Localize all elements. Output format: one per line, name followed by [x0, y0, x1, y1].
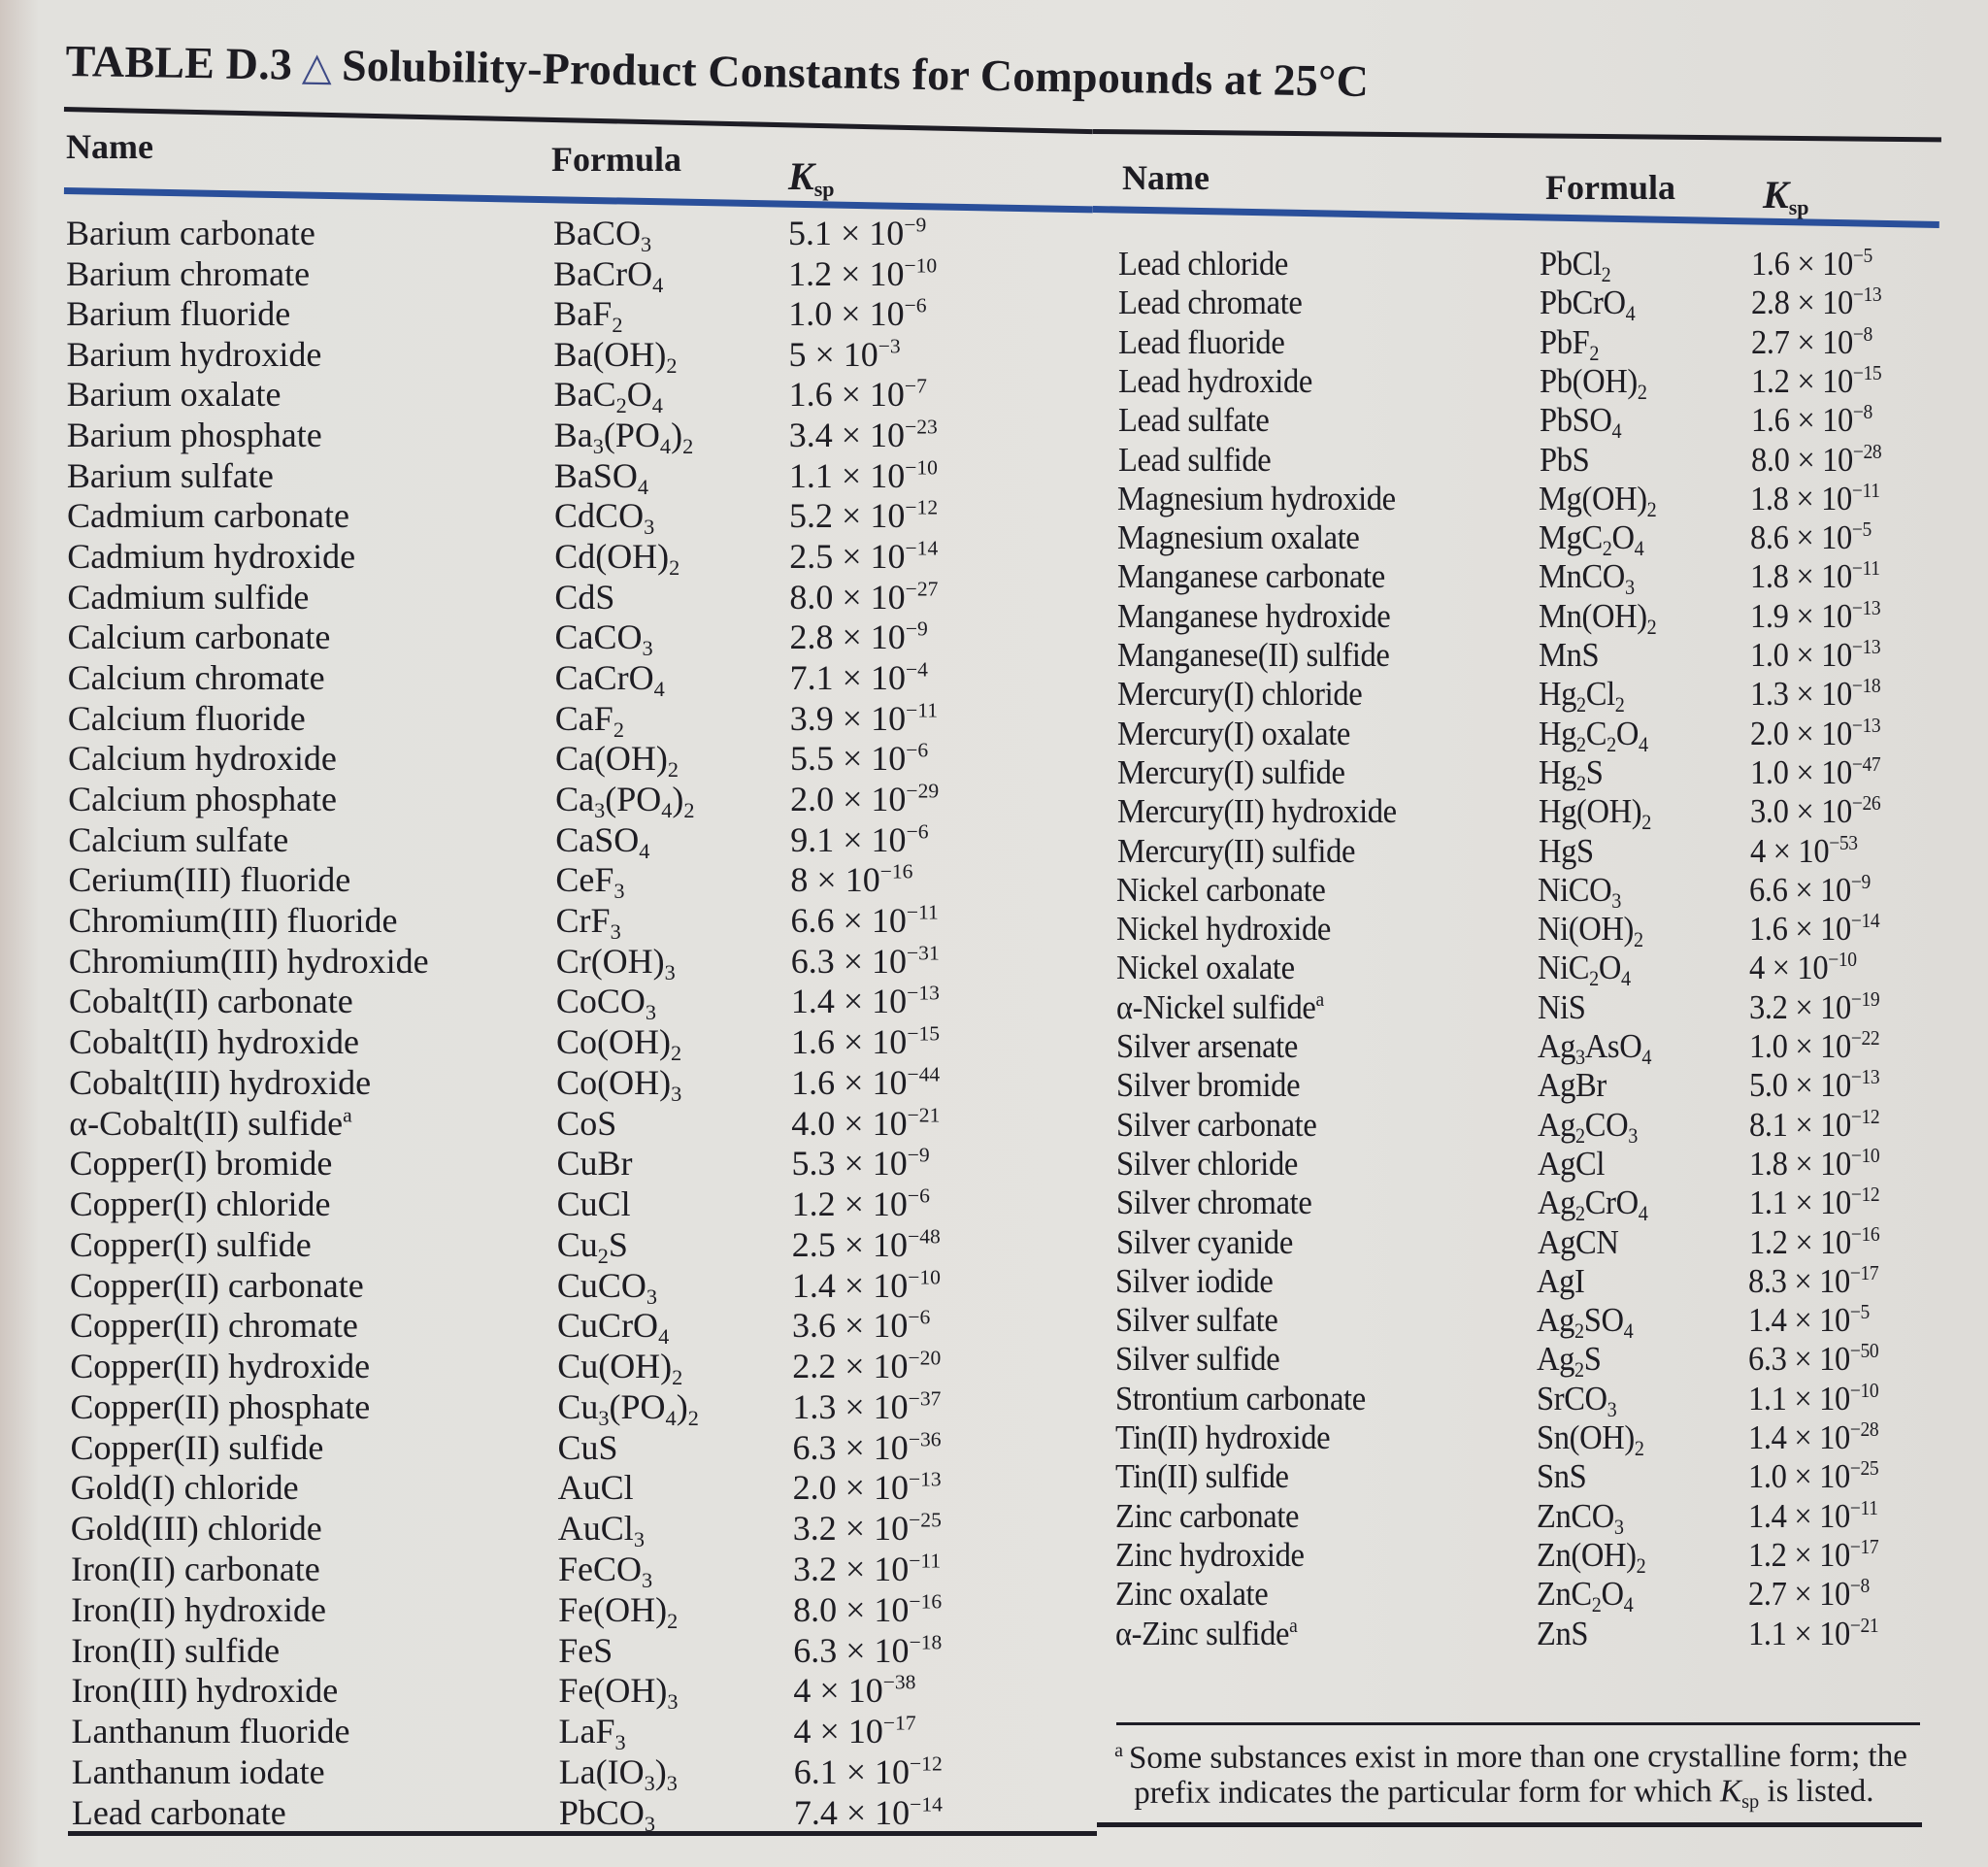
ksp-value: $8.0 \times 10^{-27}$ [789, 577, 939, 617]
compound-formula: CrF$_3$ [555, 901, 621, 945]
compound-name: Silver cyanide [1115, 1222, 1293, 1261]
compound-formula: $Cu_2S$ [556, 1224, 628, 1269]
compound-name: Barium carbonate [66, 214, 315, 252]
compound-formula: CoCO$_3$ [555, 982, 657, 1025]
compound-name: Iron(II) hydroxide [71, 1589, 326, 1629]
compound-formula: PbCl$_2$ [1540, 245, 1611, 286]
compound-formula: PbS [1539, 440, 1589, 479]
ksp-value: $8.0 \times 10^{-28}$ [1750, 439, 1881, 479]
compound-formula: CuS [557, 1427, 618, 1467]
ksp-value: $1.1 \times 10^{-21}$ [1747, 1613, 1878, 1652]
ksp-value: $3.2 \times 10^{-11}$ [792, 1549, 942, 1589]
ksp-value: $8.3 \times 10^{-17}$ [1748, 1260, 1879, 1300]
ksp-value: $1.4 \times 10^{-5}$ [1748, 1300, 1871, 1340]
compound-formula: CaCrO$_4$ [554, 657, 665, 702]
footnote-line-2: prefix indicates the particular form for which $K_{sp}$ is listed. [1134, 1773, 1874, 1813]
ksp-value: $1.0 \times 10^{-47}$ [1749, 751, 1881, 791]
compound-formula: LaF$_3$ [558, 1712, 626, 1755]
ksp-value: $1.1 \times 10^{-10}$ [788, 455, 938, 495]
compound-formula: $Ba(OH)_2$ [553, 334, 678, 378]
header-name: Name [66, 127, 153, 166]
ksp-value: $6.3 \times 10^{-50}$ [1748, 1339, 1879, 1379]
compound-name: Manganese(II) sulfide [1117, 636, 1390, 674]
compound-formula: $Hg_2Cl_2$ [1538, 675, 1625, 717]
compound-name: α-Nickel sulfide$^a$ [1116, 986, 1324, 1026]
ksp-value: $3.2 \times 10^{-19}$ [1749, 986, 1880, 1026]
compound-name: Tin(II) hydroxide [1115, 1418, 1331, 1456]
ksp-value: $8.0 \times 10^{-16}$ [793, 1589, 943, 1629]
ksp-value: $2.5 \times 10^{-14}$ [789, 536, 939, 576]
compound-formula: ZnCO$_3$ [1536, 1496, 1624, 1539]
compound-name: Silver sulfide [1115, 1340, 1280, 1379]
compound-name: Copper(II) sulfide [70, 1427, 324, 1467]
compound-formula: $Ba_3(PO_4)_2$ [553, 416, 694, 459]
compound-formula: MnS [1539, 636, 1600, 674]
compound-name: Gold(III) chloride [70, 1509, 322, 1549]
compound-formula: $Hg(OH)_2$ [1538, 792, 1651, 835]
compound-formula: $Ag_2SO_4$ [1537, 1301, 1634, 1344]
compound-name: Strontium carbonate [1115, 1379, 1366, 1417]
ksp-value: $2.5 \times 10^{-48}$ [791, 1224, 941, 1264]
ksp-value: $1.6 \times 10^{-15}$ [791, 1021, 941, 1062]
compound-name: Zinc oxalate [1114, 1575, 1268, 1614]
compound-name: Calcium carbonate [67, 617, 331, 657]
ksp-value: $3.6 \times 10^{-6}$ [792, 1305, 931, 1346]
compound-formula: FeCO$_3$ [557, 1550, 653, 1593]
compound-formula: PbSO$_4$ [1539, 401, 1621, 444]
compound-formula: $Ag_2S$ [1537, 1340, 1602, 1383]
compound-formula: $Pb(OH)_2$ [1539, 361, 1647, 404]
compound-name: Mercury(I) sulfide [1116, 752, 1345, 791]
ksp-value: $7.4 \times 10^{-14}$ [793, 1792, 943, 1832]
compound-formula: $Ca_3(PO_4)_2$ [555, 779, 695, 823]
ksp-value: $3.0 \times 10^{-26}$ [1749, 791, 1880, 831]
ksp-value: $2.8 \times 10^{-13}$ [1750, 283, 1882, 322]
compound-formula: $NiC_2O_4$ [1538, 949, 1631, 991]
ksp-value: $1.4 \times 10^{-28}$ [1748, 1417, 1879, 1456]
ksp-value: $1.2 \times 10^{-6}$ [791, 1184, 930, 1224]
compound-name: Mercury(II) sulfide [1116, 831, 1355, 870]
compound-name: Tin(II) sulfide [1114, 1457, 1289, 1496]
compound-name: Nickel oxalate [1116, 949, 1295, 987]
compound-formula: PbCO$_3$ [558, 1792, 656, 1837]
compound-name: Barium fluoride [66, 294, 291, 334]
compound-formula: FeS [558, 1630, 613, 1670]
compound-name: α-Zinc sulfide$^a$ [1114, 1613, 1297, 1652]
ksp-value: $1.9 \times 10^{-13}$ [1750, 595, 1881, 635]
ksp-value: $1.8 \times 10^{-11}$ [1750, 556, 1880, 596]
ksp-value: $1.4 \times 10^{-11}$ [1747, 1495, 1878, 1535]
ksp-value: $1.3 \times 10^{-18}$ [1749, 674, 1881, 714]
compound-name: Copper(II) carbonate [69, 1265, 364, 1305]
ksp-value: $2.0 \times 10^{-29}$ [790, 779, 940, 818]
compound-formula: $Ag_2CrO_4$ [1537, 1184, 1648, 1226]
ksp-value: $8.1 \times 10^{-12}$ [1748, 1104, 1880, 1144]
compound-formula: $Cu(OH)_2$ [557, 1347, 683, 1390]
compound-name: Cadmium carbonate [67, 496, 349, 536]
compound-name: Lanthanum iodate [71, 1752, 325, 1792]
compound-name: Barium sulfate [66, 455, 274, 495]
ksp-value: $7.1 \times 10^{-4}$ [789, 657, 928, 697]
compound-formula: CaF$_2$ [554, 698, 624, 742]
compound-name: Lead fluoride [1117, 322, 1285, 361]
ksp-value: $2.7 \times 10^{-8}$ [1750, 321, 1872, 361]
compound-formula: BaCO$_3$ [553, 214, 652, 257]
compound-formula: $Mg(OH)_2$ [1539, 479, 1657, 521]
compound-formula: CdCO$_3$ [554, 496, 655, 540]
ksp-value: $8 \times 10^{-16}$ [790, 859, 913, 900]
compound-formula: AgCl [1537, 1144, 1605, 1183]
compound-name: Gold(I) chloride [70, 1468, 299, 1508]
compound-name: Zinc carbonate [1114, 1496, 1299, 1535]
compound-name: Silver bromide [1115, 1066, 1301, 1105]
ksp-value: $4.0 \times 10^{-21}$ [791, 1103, 941, 1143]
compound-name: Copper(I) chloride [69, 1184, 331, 1224]
ksp-value: $3.4 \times 10^{-23}$ [788, 415, 938, 455]
compound-formula: $La(IO_3)_3$ [558, 1752, 678, 1796]
footnote-line-1: Some substances exist in more than one crystalline form; the [1128, 1738, 1907, 1776]
ksp-value: $6.6 \times 10^{-11}$ [790, 900, 939, 941]
ksp-k: K [1763, 173, 1789, 217]
compound-formula: $Ag_2CO_3$ [1537, 1105, 1638, 1148]
header-rule-left [64, 187, 1093, 213]
compound-formula: $Cd(OH)_2$ [554, 536, 680, 581]
compound-name: Silver arsenate [1116, 1027, 1298, 1065]
compound-formula: CaSO$_4$ [555, 819, 650, 863]
compound-name: Lanthanum fluoride [71, 1712, 350, 1751]
compound-formula: BaCrO$_4$ [553, 253, 664, 297]
footnote [1114, 1731, 1930, 1811]
compound-formula: $Zn(OH)_2$ [1536, 1535, 1646, 1578]
ksp-value: $6.3 \times 10^{-31}$ [790, 941, 940, 981]
ksp-value: $1.6 \times 10^{-44}$ [791, 1062, 941, 1102]
compound-formula: CdS [554, 577, 615, 617]
compound-name: Silver chromate [1115, 1184, 1312, 1222]
compound-formula: CuBr [556, 1144, 633, 1184]
compound-name: Copper(I) bromide [69, 1144, 333, 1184]
header-rule-right [1093, 206, 1939, 228]
ksp-value: $2.8 \times 10^{-9}$ [789, 617, 928, 657]
table-label: TABLE D.3 [65, 35, 293, 89]
compound-name: Nickel carbonate [1116, 870, 1326, 909]
compound-name: α-Cobalt(II) sulfide$^a$ [69, 1103, 352, 1143]
compound-name: Calcium phosphate [68, 779, 338, 818]
ksp-value: $1.3 \times 10^{-37}$ [792, 1386, 942, 1426]
compound-formula: $Fe(OH)_3$ [558, 1671, 679, 1715]
compound-name: Cobalt(II) carbonate [68, 982, 353, 1021]
compound-name: Lead sulfide [1117, 440, 1271, 479]
compound-formula: CoS [556, 1103, 617, 1143]
ksp-value: $2.0 \times 10^{-13}$ [1749, 713, 1881, 752]
compound-name: Iron(III) hydroxide [71, 1671, 339, 1711]
ksp-sub: sp [1788, 195, 1809, 220]
compound-formula: AgCN [1537, 1222, 1619, 1261]
compound-formula: HgS [1538, 831, 1594, 870]
ksp-value: $1.8 \times 10^{-10}$ [1748, 1143, 1880, 1183]
compound-formula: $Hg_2S$ [1538, 752, 1604, 795]
ksp-value: $1.6 \times 10^{-7}$ [788, 375, 927, 415]
compound-formula: AgBr [1537, 1066, 1607, 1105]
compound-formula: $Mn(OH)_2$ [1539, 596, 1657, 639]
ksp-value: $1.4 \times 10^{-13}$ [790, 982, 940, 1021]
ksp-value: $1.0 \times 10^{-13}$ [1750, 634, 1881, 674]
compound-formula: CaCO$_3$ [554, 617, 653, 661]
compound-formula: $Ni(OH)_2$ [1538, 910, 1644, 952]
compound-name: Chromium(III) fluoride [68, 901, 398, 941]
compound-name: Copper(II) chromate [70, 1306, 358, 1346]
compound-formula: NiCO$_3$ [1538, 870, 1622, 913]
compound-formula: NiS [1538, 987, 1586, 1026]
compound-formula: $Hg_2C_2O_4$ [1538, 714, 1648, 756]
compound-name: Mercury(II) hydroxide [1116, 792, 1397, 831]
compound-name: Copper(II) hydroxide [70, 1347, 371, 1386]
ksp-value: $1.2 \times 10^{-10}$ [788, 253, 938, 293]
ksp-value: $9.1 \times 10^{-6}$ [790, 819, 929, 859]
ksp-value: $1.6 \times 10^{-8}$ [1750, 400, 1872, 440]
compound-name: Barium oxalate [66, 375, 282, 415]
compound-formula: AuCl$_3$ [557, 1509, 645, 1552]
ksp-k: K [788, 154, 814, 198]
compound-formula: CuCO$_3$ [556, 1265, 658, 1309]
ksp-value: $1.4 \times 10^{-10}$ [791, 1265, 941, 1305]
ksp-value: $4 \times 10^{-10}$ [1749, 948, 1857, 987]
compound-formula: $BaC_2O_4$ [553, 375, 663, 418]
compound-name: Calcium chromate [67, 657, 325, 697]
ksp-value: $6.6 \times 10^{-9}$ [1749, 869, 1872, 909]
ksp-value: $4 \times 10^{-17}$ [793, 1711, 916, 1751]
ksp-value: $4 \times 10^{-38}$ [793, 1671, 916, 1711]
compound-name: Lead chloride [1118, 245, 1288, 283]
ksp-value: $1.2 \times 10^{-17}$ [1747, 1534, 1879, 1574]
compound-name: Cadmium hydroxide [67, 536, 356, 576]
header-name: Name [1122, 158, 1209, 197]
ksp-value: $5.0 \times 10^{-13}$ [1748, 1065, 1880, 1105]
triangle-icon: △ [301, 44, 333, 90]
compound-formula: $Co(OH)_3$ [556, 1062, 682, 1107]
top-rule-right [1093, 129, 1941, 142]
ksp-value: $5.1 \times 10^{-9}$ [788, 213, 927, 252]
ksp-value: $1.1 \times 10^{-12}$ [1748, 1183, 1879, 1222]
compound-name: Silver iodide [1115, 1261, 1274, 1300]
ksp-value: $6.3 \times 10^{-36}$ [792, 1427, 942, 1467]
ksp-value: $1.0 \times 10^{-6}$ [788, 293, 927, 334]
ksp-value: $4 \times 10^{-53}$ [1749, 830, 1858, 870]
compound-name: Silver chloride [1115, 1144, 1298, 1183]
compound-formula: AgI [1537, 1261, 1585, 1300]
compound-name: Manganese hydroxide [1117, 596, 1391, 635]
compound-formula: CeF$_3$ [555, 860, 625, 904]
compound-name: Cadmium sulfide [67, 577, 310, 617]
compound-name: Nickel hydroxide [1116, 910, 1332, 949]
ksp-value: $3.9 \times 10^{-11}$ [789, 698, 939, 738]
compound-formula: $Co(OH)_2$ [556, 1022, 682, 1066]
compound-formula: $Ag_3AsO_4$ [1538, 1027, 1652, 1069]
compound-name: Calcium hydroxide [67, 739, 337, 779]
ksp-value: $6.1 \times 10^{-12}$ [793, 1751, 943, 1792]
ksp-value: $5.5 \times 10^{-6}$ [789, 738, 929, 779]
compound-name: Mercury(I) oxalate [1116, 714, 1350, 752]
ksp-value: $5.3 \times 10^{-9}$ [791, 1143, 930, 1184]
compound-name: Magnesium oxalate [1117, 518, 1360, 557]
compound-formula: MnCO$_3$ [1539, 557, 1635, 600]
ksp-sub: sp [813, 177, 835, 202]
compound-formula: PbCrO$_4$ [1539, 283, 1636, 326]
ksp-value: $5 \times 10^{-3}$ [788, 334, 901, 374]
compound-name: Copper(II) phosphate [70, 1386, 371, 1426]
ksp-value: $1.6 \times 10^{-5}$ [1751, 243, 1872, 283]
compound-formula: $Fe(OH)_2$ [558, 1589, 679, 1633]
compound-name: Lead carbonate [71, 1792, 286, 1832]
compound-name: Cobalt(III) hydroxide [69, 1062, 372, 1102]
compound-name: Zinc hydroxide [1114, 1535, 1305, 1574]
ksp-value: $1.2 \times 10^{-15}$ [1750, 360, 1882, 400]
ksp-value: $1.0 \times 10^{-25}$ [1747, 1456, 1879, 1496]
compound-formula: SrCO$_3$ [1537, 1379, 1617, 1421]
compound-name: Barium phosphate [66, 416, 322, 455]
table-title [65, 35, 1369, 107]
header-ksp [1763, 172, 1809, 220]
compound-formula: $MgC_2O_4$ [1539, 518, 1644, 561]
header-formula: Formula [551, 140, 681, 179]
compound-formula: CuCrO$_4$ [557, 1306, 670, 1350]
ksp-value: $1.8 \times 10^{-11}$ [1750, 478, 1881, 517]
ksp-value: $1.1 \times 10^{-10}$ [1748, 1378, 1879, 1417]
compound-formula: SnS [1536, 1457, 1587, 1496]
ksp-value: $6.3 \times 10^{-18}$ [793, 1630, 943, 1670]
bottom-rule-right [1097, 1822, 1922, 1827]
compound-formula: $Cu_3(PO_4)_2$ [557, 1386, 699, 1431]
compound-formula: ZnS [1536, 1614, 1588, 1652]
compound-formula: PbF$_2$ [1539, 322, 1599, 365]
compound-name: Silver sulfate [1115, 1301, 1278, 1340]
ksp-value: $5.2 \times 10^{-12}$ [789, 495, 939, 536]
ksp-value: $1.6 \times 10^{-14}$ [1749, 909, 1880, 949]
compound-formula: AuCl [557, 1468, 634, 1508]
table-title-text: Solubility-Product Constants for Compounds at 25°C [341, 40, 1370, 107]
compound-name: Mercury(I) chloride [1116, 675, 1363, 714]
compound-name: Lead chromate [1117, 283, 1303, 322]
compound-name: Copper(I) sulfide [69, 1224, 312, 1264]
compound-name: Magnesium hydroxide [1117, 479, 1397, 517]
compound-name: Iron(II) sulfide [71, 1630, 281, 1670]
compound-name: Silver carbonate [1115, 1105, 1317, 1144]
compound-formula: $Sn(OH)_2$ [1537, 1418, 1644, 1460]
ksp-value: $2.0 \times 10^{-13}$ [792, 1468, 942, 1508]
compound-formula: BaF$_2$ [553, 294, 623, 338]
ksp-value: $2.7 \times 10^{-8}$ [1747, 1574, 1870, 1614]
top-rule-left [64, 107, 1093, 134]
ksp-value: $3.2 \times 10^{-25}$ [792, 1508, 942, 1549]
compound-formula: $ZnC_2O_4$ [1536, 1575, 1633, 1617]
compound-name: Lead sulfate [1117, 401, 1270, 440]
compound-name: Barium hydroxide [66, 334, 322, 374]
compound-name: Cerium(III) fluoride [68, 860, 351, 900]
compound-name: Lead hydroxide [1117, 361, 1312, 400]
compound-name: Chromium(III) hydroxide [68, 941, 429, 981]
header-formula: Formula [1545, 168, 1675, 207]
ksp-value: $1.2 \times 10^{-16}$ [1748, 1221, 1879, 1261]
compound-name: Calcium fluoride [67, 698, 306, 738]
compound-name: Iron(II) carbonate [70, 1550, 320, 1589]
ksp-value: $8.6 \times 10^{-5}$ [1750, 517, 1872, 557]
compound-name: Manganese carbonate [1117, 557, 1386, 596]
footnote-mark: a [1114, 1739, 1123, 1761]
footnote-rule [1116, 1722, 1920, 1725]
compound-formula: $Cr(OH)_3$ [555, 941, 676, 984]
ksp-value: $2.2 \times 10^{-20}$ [792, 1346, 942, 1386]
compound-formula: BaSO$_4$ [553, 455, 649, 499]
ksp-value: $1.0 \times 10^{-22}$ [1749, 1025, 1880, 1065]
compound-formula: $Ca(OH)_2$ [554, 739, 679, 783]
compound-name: Calcium sulfate [68, 819, 289, 859]
compound-name: Cobalt(II) hydroxide [69, 1022, 359, 1062]
compound-formula: CuCl [556, 1184, 631, 1224]
header-ksp [788, 153, 835, 202]
compound-name: Barium chromate [66, 253, 311, 293]
